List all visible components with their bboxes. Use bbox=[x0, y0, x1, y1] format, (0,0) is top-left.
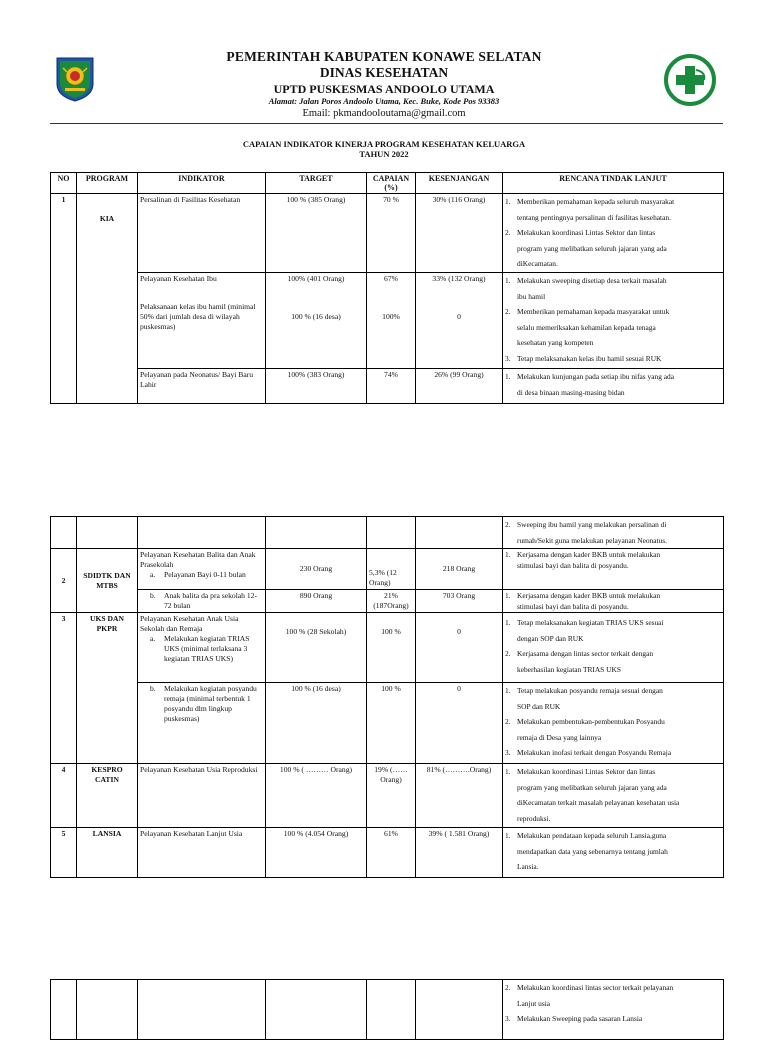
row-no: 1 bbox=[51, 194, 77, 404]
target-cell: 100 % (16 desa) bbox=[266, 683, 367, 764]
table-row bbox=[51, 517, 724, 549]
document-title: CAPAIAN INDIKATOR KINERJA PROGRAM KESEHATAN KELUARGA bbox=[242, 139, 526, 149]
indikator-cell: b. Melakukan kegiatan posyandu remaja (minimal terbentuk 1 posyandu dlm lingkup puskesmas) bbox=[138, 683, 266, 764]
indikator-cell: Persalinan di Fasilitas Kesehatan bbox=[138, 194, 266, 273]
kesenjangan-cell: 0 bbox=[416, 683, 503, 764]
kesenjangan-cell: 26% (99 Orang) bbox=[416, 369, 503, 404]
kesenjangan-cell: 0 bbox=[416, 613, 503, 683]
table-row bbox=[51, 764, 724, 828]
target-cell: 100 % (385 Orang) bbox=[266, 194, 367, 273]
col-no: NO bbox=[51, 173, 77, 194]
table-row bbox=[51, 273, 724, 369]
kinerja-table-page-1 bbox=[50, 172, 724, 404]
rtl-cell: 2. Sweeping ibu hamil yang melakukan persalinan di rumah/Sekit guna melakukan pelayanan Neonatus. bbox=[503, 517, 724, 549]
row-program: KESPRO CATIN bbox=[77, 764, 138, 828]
capaian-cell: 19% (……Orang) bbox=[367, 764, 416, 828]
row-program: KIA bbox=[77, 194, 138, 404]
indikator-cell: Pelayanan Kesehatan Anak Usia Sekolah dan Remaja a. Melakukan kegiatan TRIAS UKS (minimal terlaksana 3 kegiatan TRIAS UKS) bbox=[138, 613, 266, 683]
capaian-cell: 100 % bbox=[367, 613, 416, 683]
kesenjangan-cell: 703 Orang bbox=[416, 590, 503, 613]
header-line-1: PEMERINTAH KABUPATEN KONAWE SELATAN bbox=[226, 49, 542, 64]
capaian-cell: 67% 100% bbox=[367, 273, 416, 369]
row-program: LANSIA bbox=[77, 828, 138, 878]
capaian-cell: 21% (187Orang) bbox=[367, 590, 416, 613]
table-row bbox=[51, 613, 724, 683]
table-row bbox=[51, 590, 724, 613]
row-program: UKS DAN PKPR bbox=[77, 613, 138, 764]
indikator-cell: Pelayanan Kesehatan Balita dan Anak Prasekolah a. Pelayanan Bayi 0-11 bulan bbox=[138, 549, 266, 590]
header-line-3: UPTD PUSKESMAS ANDOOLO UTAMA bbox=[273, 82, 495, 96]
target-cell: 100% (401 Orang) 100 % (16 desa) bbox=[266, 273, 367, 369]
kesenjangan-cell: 218 Orang bbox=[416, 549, 503, 590]
rtl-cell: 1. Tetap melakukan posyandu remaja sesuai dengan SOP dan RUK 2. Melakukan pembentukan-pembentukan Posyandu remaja di Desa yang lainnya 3. Melakukan inofasi terkait dengan Posyandu Remaja bbox=[503, 683, 724, 764]
rtl-cell: 1. Memberikan pemahaman kepada seluruh masyarakat tentang pentingnya persalinan di fasilitas kesehatan. 2. Melakukan koordinasi Lintas Sektor dan lintas program yang melibatkan seluruh jajaran yang ada diKecamatan. bbox=[503, 194, 724, 273]
rtl-cell: 2. Melakukan koordinasi lintas sector terkait pelayanan Lanjut usia 3. Melakukan Sweeping pada sasaran Lansia bbox=[503, 980, 724, 1040]
indikator-cell: Pelayanan Kesehatan Usia Reproduksi bbox=[138, 764, 266, 828]
rtl-cell: 1. Melakukan sweeping disetiap desa terkait masalah ibu hamil 2. Memberikan pemahaman kepada masyarakat untuk selalu memeriksakan kehamilan kepada tenaga kesehatan yang kompeten 3. Tetap melaksanakan kelas ibu hamil sesuai RUK bbox=[503, 273, 724, 369]
target-cell: 890 Orang bbox=[266, 590, 367, 613]
target-cell: 100% (383 Orang) bbox=[266, 369, 367, 404]
row-no: 2 bbox=[51, 549, 77, 613]
capaian-cell: 100 % bbox=[367, 683, 416, 764]
header-line-2: DINAS KESEHATAN bbox=[319, 65, 449, 80]
kinerja-table-page-2 bbox=[50, 516, 724, 878]
indikator-cell: Pelayanan Kesehatan Ibu Pelaksanaan kelas ibu hamil (minimal 50% dari jumlah desa di wilayah puskesmas) bbox=[138, 273, 266, 369]
col-target: TARGET bbox=[266, 173, 367, 194]
rtl-cell: 1. Kerjasama dengan kader BKB untuk melakukan stimulasi bayi dan balita di posyandu. bbox=[503, 549, 724, 590]
table-row bbox=[51, 549, 724, 590]
target-cell: 100 % ( ……… Orang) bbox=[266, 764, 367, 828]
kesenjangan-cell: 30% (116 Orang) bbox=[416, 194, 503, 273]
table-row bbox=[51, 980, 724, 1040]
col-indikator: INDIKATOR bbox=[138, 173, 266, 194]
capaian-cell: 70 % bbox=[367, 194, 416, 273]
capaian-cell: 5,3% (12 Orang) bbox=[367, 549, 416, 590]
target-cell: 230 Orang bbox=[266, 549, 367, 590]
table-row bbox=[51, 369, 724, 404]
capaian-cell: 61% bbox=[367, 828, 416, 878]
col-rencana: RENCANA TINDAK LANJUT bbox=[503, 173, 724, 194]
indikator-cell: Pelayanan Kesehatan Lanjut Usia bbox=[138, 828, 266, 878]
rtl-cell: 1. Melakukan kunjungan pada setiap ibu nifas yang ada di desa binaan masing-masing bidan bbox=[503, 369, 724, 404]
rtl-cell: 1. Melakukan pendataan kepada seluruh Lansia,guna mendapatkan data yang sebenarnya tentang jumlah Lansia. bbox=[503, 828, 724, 878]
capaian-cell: 74% bbox=[367, 369, 416, 404]
header-divider bbox=[50, 123, 723, 124]
rtl-cell: 1. Melakukan koordinasi Lintas Sektor dan lintas program yang melibatkan seluruh jajaran yang ada diKecamatan terkait masalah pelayanan kesehatan usia reproduksi. bbox=[503, 764, 724, 828]
rtl-cell: 1. Kerjasama dengan kader BKB untuk melakukan stimulasi bayi dan balita di posyandu. bbox=[503, 590, 724, 613]
row-no: 4 bbox=[51, 764, 77, 828]
table-row bbox=[51, 194, 724, 273]
row-program: SDIDTK DAN MTBS bbox=[77, 549, 138, 613]
table-header-row bbox=[51, 173, 724, 194]
indikator-cell: b. Anak balita da pra sekolah 12-72 bulan bbox=[138, 590, 266, 613]
rtl-cell: 1. Tetap melaksanakan kegiatan TRIAS UKS sesuai dengan SOP dan RUK 2. Kerjasama dengan lintas sector terkait dengan keberhasilan kegiatan TRIAS UKS bbox=[503, 613, 724, 683]
row-no: 5 bbox=[51, 828, 77, 878]
indikator-cell: Pelayanan pada Neonatus/ Bayi Baru Lahir bbox=[138, 369, 266, 404]
col-capaian: CAPAIAN (%) bbox=[367, 173, 416, 194]
target-cell: 100 % (28 Sekolah) bbox=[266, 613, 367, 683]
col-kesenjangan: KESENJANGAN bbox=[416, 173, 503, 194]
col-program: PROGRAM bbox=[77, 173, 138, 194]
kinerja-table-page-3 bbox=[50, 979, 724, 1040]
kesenjangan-cell: 81% (……….Orang) bbox=[416, 764, 503, 828]
kesenjangan-cell: 39% ( 1.581 Orang) bbox=[416, 828, 503, 878]
document-year: TAHUN 2022 bbox=[359, 149, 409, 159]
table-row bbox=[51, 828, 724, 878]
header-address: Alamat: Jalan Poros Andoolo Utama, Kec. Buke, Kode Pos 93383 bbox=[268, 96, 500, 106]
header-email: Email: pkmandooloutama@gmail.com bbox=[302, 108, 466, 119]
table-row bbox=[51, 683, 724, 764]
kesenjangan-cell: 33% (132 Orang) 0 bbox=[416, 273, 503, 369]
row-no: 3 bbox=[51, 613, 77, 764]
target-cell: 100 % (4.054 Orang) bbox=[266, 828, 367, 878]
